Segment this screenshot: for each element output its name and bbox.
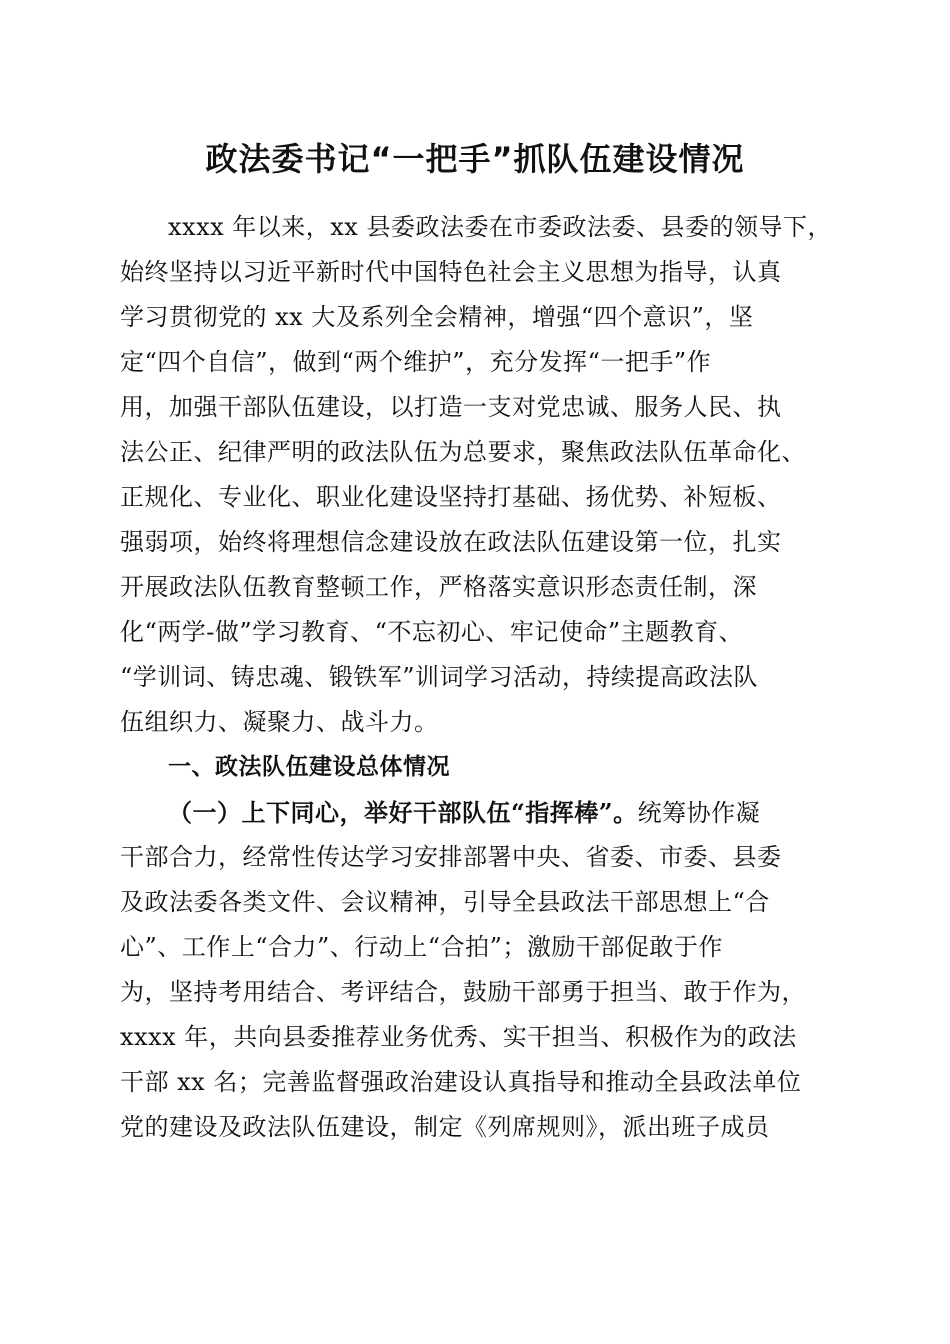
paragraph-line: 开展政法队伍教育整顿工作，严格落实意识形态责任制，深: [120, 573, 757, 601]
paragraph-line: 法公正、纪律严明的政法队伍为总要求，聚焦政法队伍革命化、: [120, 438, 806, 466]
paragraph-line: “学训词、铸忠魂、锻铁军”训词学习活动，持续提高政法队: [120, 663, 759, 691]
subsection-lead: （一）上下同心，举好干部队伍“指挥棒”。: [168, 798, 638, 827]
paragraph-line: 始终坚持以习近平新时代中国特色社会主义思想为指导，认真: [120, 258, 782, 286]
paragraph-line: 为，坚持考用结合、考评结合，鼓励干部勇于担当、敢于作为，: [120, 978, 806, 1006]
section-heading: 一、政法队伍建设总体情况: [168, 754, 450, 780]
paragraph-line: 心”、工作上“合力”、行动上“合拍”；激励干部促敢于作: [120, 933, 723, 961]
paragraph-line: 化“两学-做”学习教育、“不忘初心、牢记使命”主题教育、: [120, 618, 744, 646]
paragraph-line: xxxx 年，共向县委推荐业务优秀、实干担当、积极作为的政法: [120, 1023, 797, 1051]
paragraph-line: 及政法委各类文件、会议精神，引导全县政法干部思想上“合: [120, 888, 770, 916]
paragraph-line: xxxx 年以来，xx 县委政法委在市委政法委、县委的领导下，: [168, 213, 832, 241]
document-title: 政法委书记“一把手”抓队伍建设情况: [205, 140, 745, 178]
paragraph-line: 党的建设及政法队伍建设，制定《列席规则》，派出班子成员: [120, 1113, 770, 1141]
document-body: [120, 205, 840, 1150]
subsection-lead-rest: 统筹协作凝: [637, 799, 761, 827]
paragraph-line: 干部 xx 名；完善监督强政治建设认真指导和推动全县政法单位: [120, 1068, 802, 1096]
paragraph-line: 干部合力，经常性传达学习安排部署中央、省委、市委、县委: [120, 843, 782, 871]
paragraph-line: 伍组织力、凝聚力、战斗力。: [120, 708, 439, 736]
paragraph-line: 正规化、专业化、职业化建设坚持打基础、扬优势、补短板、: [120, 483, 782, 511]
paragraph-line: 学习贯彻党的 xx 大及系列全会精神，增强“四个意识”，坚: [120, 303, 754, 331]
paragraph-line: 用，加强干部队伍建设，以打造一支对党忠诚、服务人民、执: [120, 393, 782, 421]
paragraph-line: 强弱项，始终将理想信念建设放在政法队伍建设第一位，扎实: [120, 528, 782, 556]
subsection-first-line: [120, 790, 840, 835]
paragraph-line: 定“四个自信”，做到“两个维护”，充分发挥“一把手”作: [120, 348, 712, 376]
